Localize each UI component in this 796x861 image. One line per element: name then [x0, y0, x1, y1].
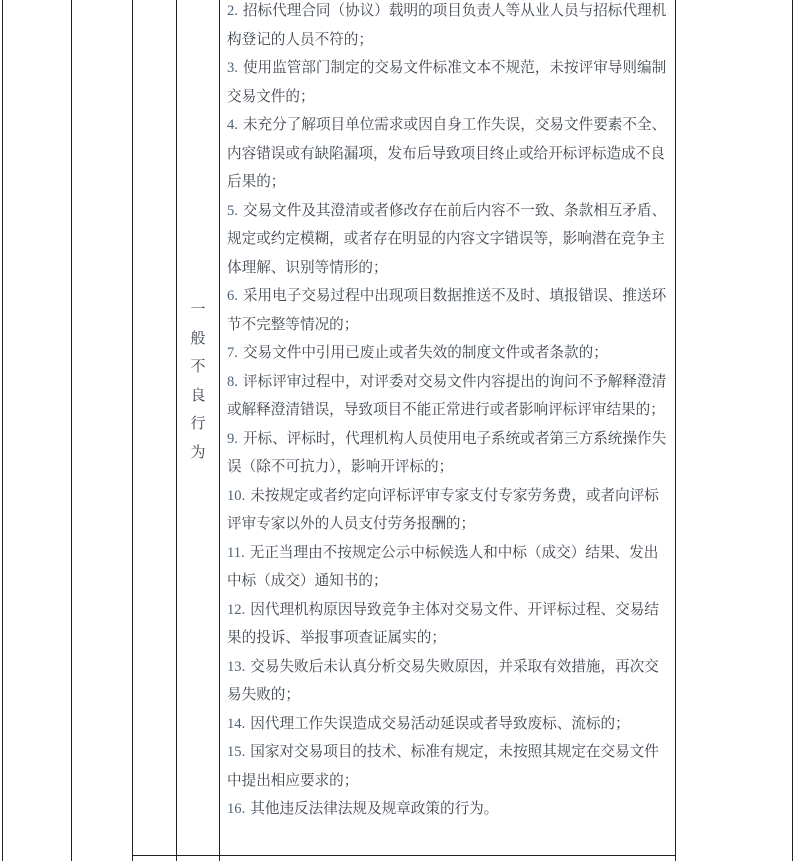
violation-item: [227, 282, 668, 339]
item-number: 7.: [227, 345, 238, 361]
table-border-row-bottom: [132, 855, 676, 856]
violation-item: [227, 653, 668, 710]
item-text: 未按规定或者约定向评标评审专家支付专家劳务费，或者向评标评审专家以外的人员支付劳务报酬的；: [227, 487, 659, 532]
violation-item: [227, 596, 668, 653]
item-text: 使用监管部门制定的交易文件标准文本不规范，未按评审导则编制交易文件的；: [227, 60, 667, 105]
item-text: 因代理工作失误造成交易活动延误或者导致废标、流标的；: [250, 715, 630, 732]
violation-item: [227, 425, 668, 482]
row-header-char: 良: [190, 387, 206, 404]
item-number: 9.: [227, 430, 238, 447]
item-number: 16.: [227, 801, 246, 817]
item-number: 8.: [227, 373, 238, 390]
item-text: 其他违反法律法规及规章政策的行为。: [250, 801, 499, 817]
row-header-general-bad-behavior: [177, 296, 219, 467]
item-text: 招标代理合同（协议）载明的项目负责人等从业人员与招标代理机构登记的人员不符的；: [227, 3, 667, 48]
item-number: 15.: [227, 744, 246, 760]
violation-item: [227, 54, 668, 111]
item-number: 13.: [227, 658, 246, 675]
item-text: 交易文件及其澄清或者修改存在前后内容不一致、条款相互矛盾、规定或约定模糊，或者存在明显的内容文字错误等，影响潜在竞争主体理解、识别等情形的；: [227, 202, 667, 276]
row-header-char: 行: [190, 416, 206, 432]
table-border-vertical-2: [71, 0, 72, 861]
violation-item: [227, 111, 668, 197]
item-text: 国家对交易项目的技术、标准有规定，未按照其规定在交易文件中提出相应要求的；: [227, 744, 659, 789]
item-text: 开标、评标时，代理机构人员使用电子系统或者第三方系统操作失误（除不可抗力），影响开评标的；: [227, 430, 667, 475]
item-text: 因代理机构原因导致竞争主体对交易文件、开评标过程、交易结果的投诉、举报事项查证属实的；: [227, 601, 659, 646]
violation-item: [227, 0, 668, 54]
violation-item: [227, 795, 668, 824]
violation-list-cell: [227, 0, 668, 824]
table-border-vertical-7: [792, 0, 793, 861]
item-text: 未充分了解项目单位需求或因自身工作失误，交易文件要素不全、内容错误或有缺陷漏项，发布后导致项目终止或给开标评标造成不良后果的；: [227, 117, 667, 190]
violation-item: [227, 368, 668, 425]
table-border-vertical-3: [132, 0, 133, 861]
item-number: 3.: [227, 60, 238, 76]
violation-item: [227, 197, 668, 283]
item-text: 采用电子交易过程中出现项目数据推送不及时、填报错误、推送环节不完整等情况的；: [227, 288, 667, 333]
item-number: 6.: [227, 288, 238, 304]
table-border-vertical-6: [675, 0, 676, 861]
item-number: 4.: [227, 117, 238, 133]
item-number: 11.: [227, 544, 245, 561]
violation-item: [227, 738, 668, 795]
violation-item: [227, 339, 668, 368]
row-header-char: 不: [190, 359, 206, 375]
item-text: 交易失败后未认真分析交易失败原因，并采取有效措施，再次交易失败的；: [227, 658, 659, 703]
item-number: 10.: [227, 487, 246, 504]
table-border-vertical-5: [219, 0, 220, 861]
item-number: 14.: [227, 715, 246, 732]
item-number: 2.: [227, 3, 238, 19]
item-text: 交易文件中引用已废止或者失效的制度文件或者条款的；: [242, 345, 608, 361]
item-number: 12.: [227, 601, 246, 618]
row-header-char: 一: [190, 302, 206, 318]
item-number: 5.: [227, 202, 238, 219]
row-header-char: 为: [190, 444, 206, 461]
item-text: 无正当理由不按规定公示中标候选人和中标（成交）结果、发出中标（成交）通知书的；: [227, 544, 659, 589]
table-border-vertical-1: [2, 0, 3, 861]
row-header-char: 般: [190, 330, 206, 347]
item-text: 评标评审过程中，对评委对交易文件内容提出的询问不予解释澄清或解释澄清错误，导致项目不能正常进行或者影响评标评审结果的；: [227, 373, 667, 418]
violation-item: [227, 539, 668, 596]
violation-item: [227, 710, 668, 739]
violation-item: [227, 482, 668, 539]
